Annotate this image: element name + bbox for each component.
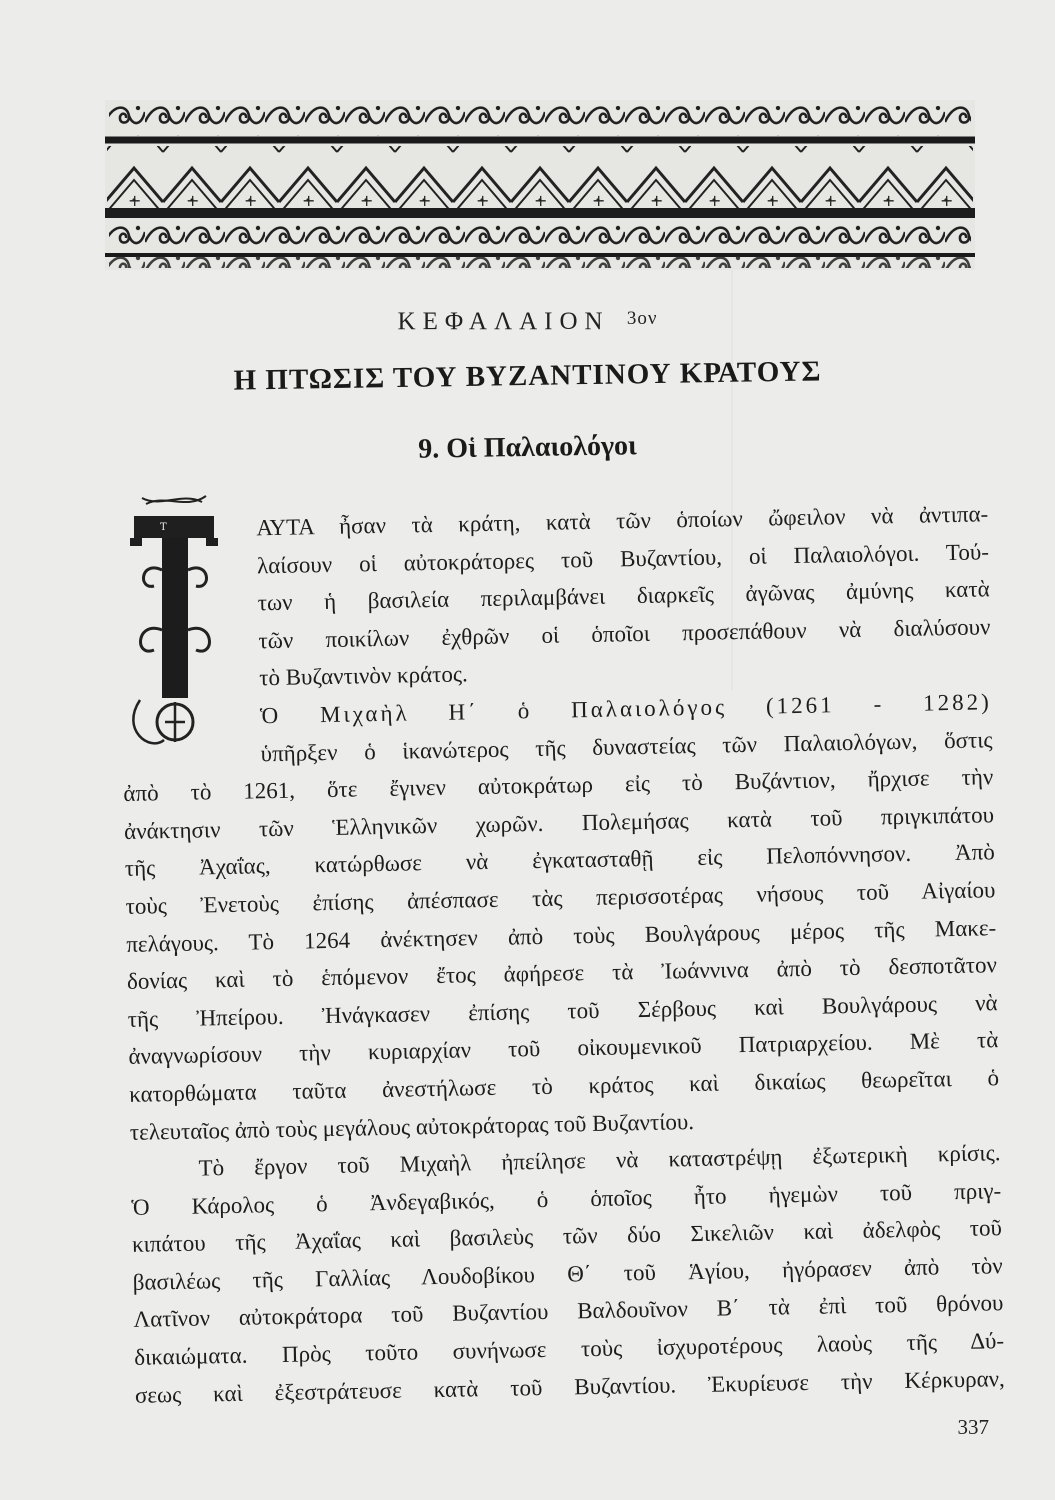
text-line: Τὸ ἔργον τοῦ Μιχαὴλ ἠπείλησε νὰ καταστρέψῃ ἐξωτερικὴ κρίσις. bbox=[198, 1140, 1001, 1181]
text-line: τὸ Βυζαντινὸν κράτος. bbox=[258, 661, 468, 691]
body-text bbox=[118, 495, 1005, 1414]
text-line: πελάγους. Τὸ 1264 ἀνέκτησεν ἀπὸ τοὺς Βουλγάρους μέρος τῆς Μακε- bbox=[126, 914, 997, 957]
text-line: ΑΥΤΑ ἦσαν τὰ κράτη, κατὰ τῶν ὁποίων ὤφειλον νὰ ἀντιπα- bbox=[256, 501, 989, 541]
text-line: ἀπὸ τὸ 1261, ὅτε ἔγινεν αὐτοκράτωρ εἰς τὸ Βυζάντιον, ἤρχισε τὴν bbox=[123, 764, 994, 807]
text-line: Ὁ Κάρολος ὁ Ἀνδεγαβικός, ὁ ὁποῖος ἦτο ἡγεμὼν τοῦ πριγ- bbox=[131, 1177, 1002, 1220]
text-line: ἀναγνωρίσουν τὴν κυριαρχίαν τοῦ οἰκουμενικοῦ Πατριαρχείου. Μὲ τὰ bbox=[128, 1027, 999, 1070]
text-line: Ὁ Μιχαὴλ Η΄ ὁ Παλαιολόγος (1261 - 1282) bbox=[259, 689, 993, 729]
text-line: ἀνάκτησιν τῶν Ἑλληνικῶν χωρῶν. Πολεμήσας κατὰ τοῦ πριγκιπάτου bbox=[123, 801, 995, 844]
text-line: τῆς Ἠπείρου. Ἠνάγκασεν ἐπίσης τοῦ Σέρβους καὶ Βουλγάρους νὰ bbox=[127, 989, 998, 1032]
text-line: ὑπῆρξεν ὁ ἱκανώτερος τῆς δυναστείας τῶν Παλαιολόγων, ὅστις bbox=[260, 726, 993, 766]
text-line: τῶν ποικίλων ἐχθρῶν οἱ ὁποῖοι προσεπάθουν νὰ διαλύσουν bbox=[258, 614, 991, 654]
chapter-number: 3ον bbox=[626, 308, 658, 329]
text-line: δονίας καὶ τὸ ἑπόμενον ἔτος ἀφήρεσε τὰ Ἰωάννινα ἀπὸ τὸ δεσποτᾶτον bbox=[126, 952, 998, 995]
text-line: κιπάτου τῆς Ἀχαΐας καὶ βασιλεὺς τῶν δύο Σικελιῶν καὶ ἀδελφὸς τοῦ bbox=[131, 1215, 1003, 1258]
text-line: τῆς Ἀχαΐας, κατώρθωσε νὰ ἐγκατασταθῇ εἰς Πελοπόννησον. Ἀπὸ bbox=[124, 839, 995, 882]
dropcap-letter: Τ bbox=[160, 522, 167, 533]
ornamental-header-band bbox=[105, 100, 975, 270]
text-line: Λατῖνον αὐτοκράτορα τοῦ Βυζαντίου Βαλδουῖνον Β΄ τὰ ἐπὶ τοῦ θρόνου bbox=[133, 1290, 1004, 1333]
section-title: 9. Οἱ Παλαιολόγοι bbox=[418, 430, 637, 465]
text-line: των ἡ βασιλεία περιλαμβάνει διαρκεῖς ἀγῶνας ἀμύνης κατὰ bbox=[257, 576, 990, 616]
chapter-heading bbox=[0, 308, 1055, 336]
chapter-label: ΚΕΦΑΛΑΙΟΝ bbox=[397, 308, 610, 335]
page-number: 337 bbox=[957, 1415, 989, 1439]
text-line: τελευταῖος ἀπὸ τοὺς μεγάλους αὐτοκράτορας τοῦ Βυζαντίου. bbox=[129, 1108, 695, 1145]
text-line: λαίσουν οἱ αὐτοκράτορες τοῦ Βυζαντίου, οἱ Παλαιολόγοι. Τού- bbox=[256, 538, 990, 578]
text-line: σεως καὶ ἐξεστράτευσε κατὰ τοῦ Βυζαντίου. Ἐκυρίευσε τὴν Κέρκυραν, bbox=[134, 1365, 1006, 1408]
text-line: βασιλέως τῆς Γαλλίας Λουδοβίκου Θ΄ τοῦ Ἁγίου, ἠγόρασεν ἀπὸ τὸν bbox=[132, 1253, 1003, 1295]
chapter-title: Η ΠΤΩΣΙΣ ΤΟΥ ΒΥΖΑΝΤΙΝΟΥ ΚΡΑΤΟΥΣ bbox=[233, 355, 822, 397]
text-line: δικαιώματα. Πρὸς τοῦτο συνήνωσε τοὺς ἰσχυροτέρους λαοὺς τῆς Δύ- bbox=[133, 1328, 1005, 1370]
text-line: τοὺς Ἐνετοὺς ἐπίσης ἀπέσπασε τὰς περισσοτέρας νήσους τοῦ Αἰγαίου bbox=[125, 877, 996, 919]
text-line: κατορθώματα ταῦτα ἀνεστήλωσε τὸ κράτος καὶ δικαίως θεωρεῖται ὁ bbox=[128, 1065, 1000, 1107]
